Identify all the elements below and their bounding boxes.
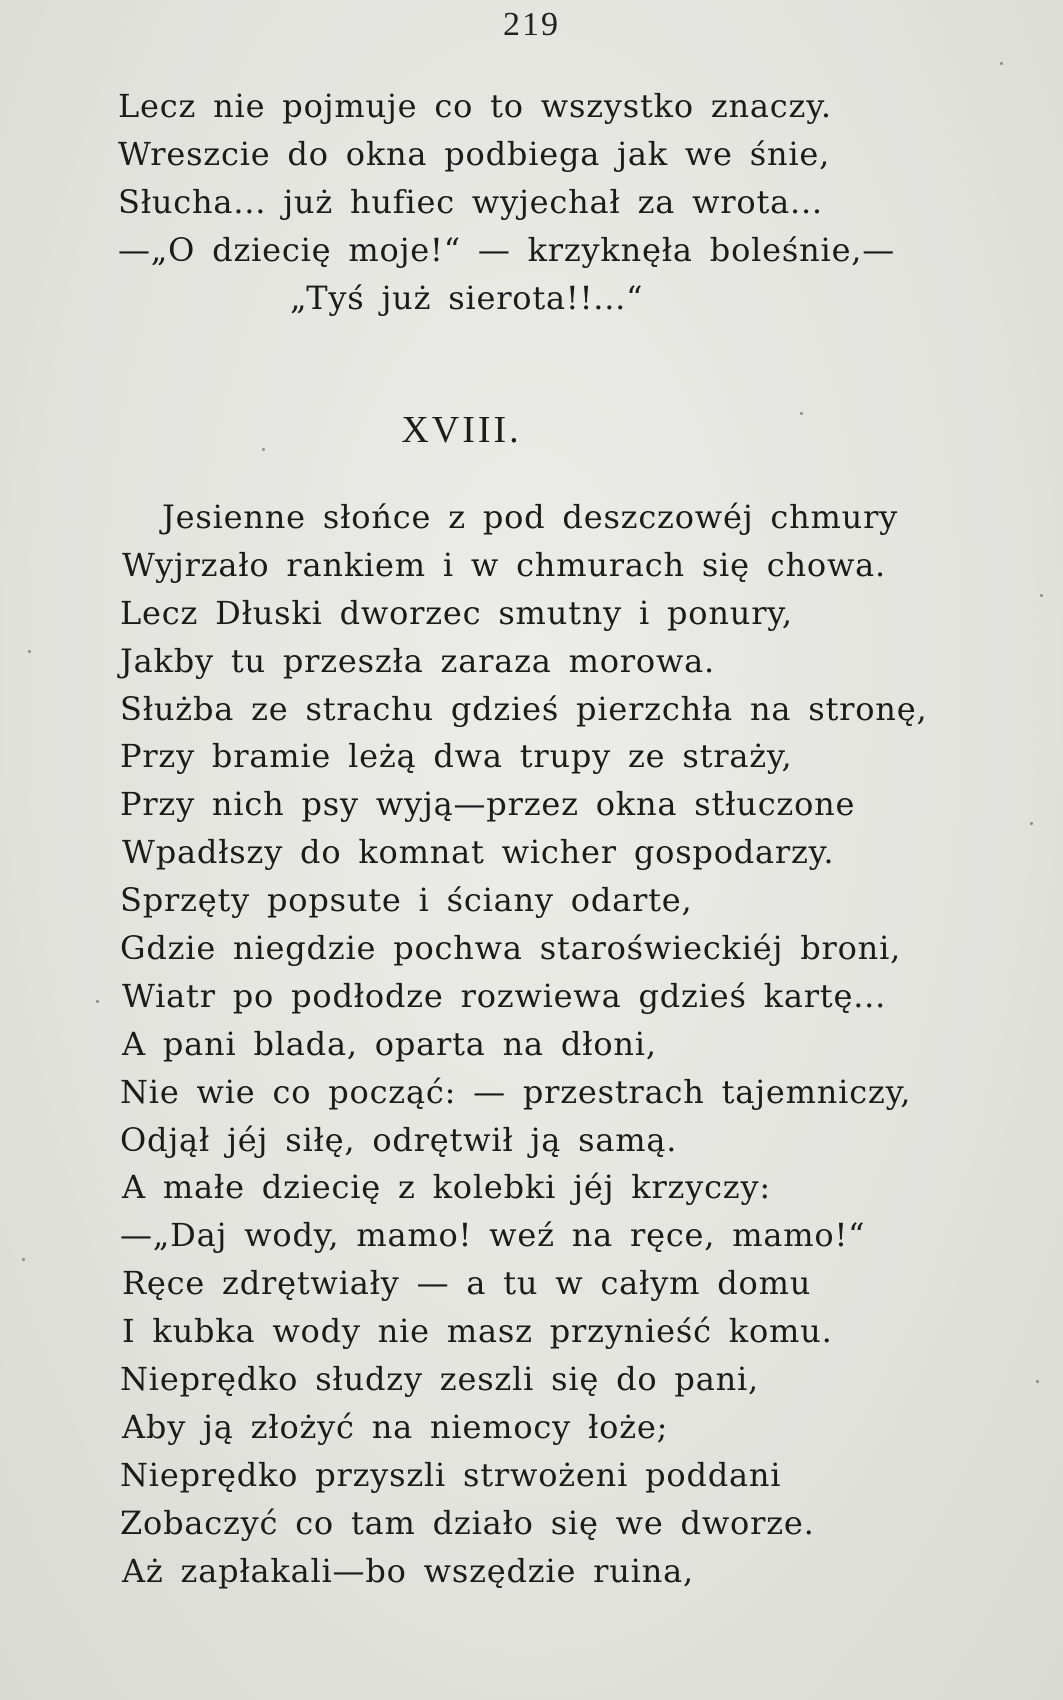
verse-line: „Tyś już sierota!!...“	[290, 279, 644, 317]
paper-speck	[22, 1258, 25, 1261]
verse-line: Słucha... już hufiec wyjechał za wrota...	[118, 183, 823, 221]
verse-line: Nieprędko przyszli strwożeni poddani	[120, 1455, 782, 1494]
verse-line: Ręce zdrętwiały — a tu w całym domu	[122, 1264, 812, 1303]
verse-line: Wreszcie do okna podbiega jak we śnie,	[118, 135, 831, 173]
verse-line: Nieprędko słudzy zeszli się do pani,	[120, 1360, 759, 1399]
paper-speck	[96, 1000, 99, 1003]
verse-line: Służba ze strachu gdzieś pierzchła na stronę,	[120, 689, 928, 728]
verse-line: Gdzie niegdzie pochwa staroświeckiéj broni,	[120, 929, 902, 968]
verse-line: A małe dziecię z kolebki jéj krzyczy:	[122, 1168, 771, 1207]
verse-line: Lecz Dłuski dworzec smutny i ponury,	[120, 593, 793, 632]
verse-line: Wiatr po podłodze rozwiewa gdzieś kartę...	[122, 976, 887, 1015]
verse-line: Lecz nie pojmuje co to wszystko znaczy.	[118, 87, 832, 125]
verse-line: —„O dziecię moje!“ — krzyknęła boleśnie,—	[118, 231, 896, 269]
verse-line: A pani blada, oparta na dłoni,	[122, 1024, 657, 1063]
paper-speck	[800, 412, 803, 415]
verse-line: Sprzęty popsute i ściany odarte,	[120, 881, 693, 920]
verse-line: Jesienne słońce z pod deszczowéj chmury	[162, 498, 899, 536]
top-stanza	[0, 82, 1063, 322]
page-number: 219	[503, 6, 560, 43]
paper-speck	[1036, 1380, 1039, 1383]
paper-speck	[1000, 62, 1003, 65]
verse-line: Wpadłszy do komnat wicher gospodarzy.	[122, 833, 835, 872]
verse-line: Odjął jéj siłę, odrętwił ją samą.	[120, 1120, 678, 1159]
paper-speck	[262, 448, 265, 451]
verse-line: Zobaczyć co tam działo się we dworze.	[120, 1503, 815, 1542]
section-heading: XVIII.	[401, 409, 522, 451]
verse-line: Aby ją złożyć na niemocy łoże;	[122, 1407, 669, 1446]
paper-speck	[1030, 822, 1033, 825]
verse-line: —„Daj wody, mamo! weź na ręce, mamo!“	[120, 1216, 866, 1255]
verse-line: Nie wie co począć: — przestrach tajemniczy,	[120, 1072, 912, 1111]
paper-speck	[28, 650, 31, 653]
verse-line: Przy bramie leżą dwa trupy ze straży,	[120, 737, 793, 776]
verse-line: I kubka wody nie masz przynieść komu.	[122, 1312, 833, 1351]
verse-line: Aż zapłakali—bo wszędzie ruina,	[122, 1551, 694, 1590]
verse-line: Wyjrzało rankiem i w chmurach się chowa.	[122, 545, 887, 584]
verse-line: Przy nich psy wyją—przez okna stłuczone	[120, 785, 856, 824]
main-stanza	[0, 494, 1063, 1595]
paper-speck	[1040, 594, 1043, 597]
verse-line: Jakby tu przeszła zaraza morowa.	[120, 641, 715, 680]
